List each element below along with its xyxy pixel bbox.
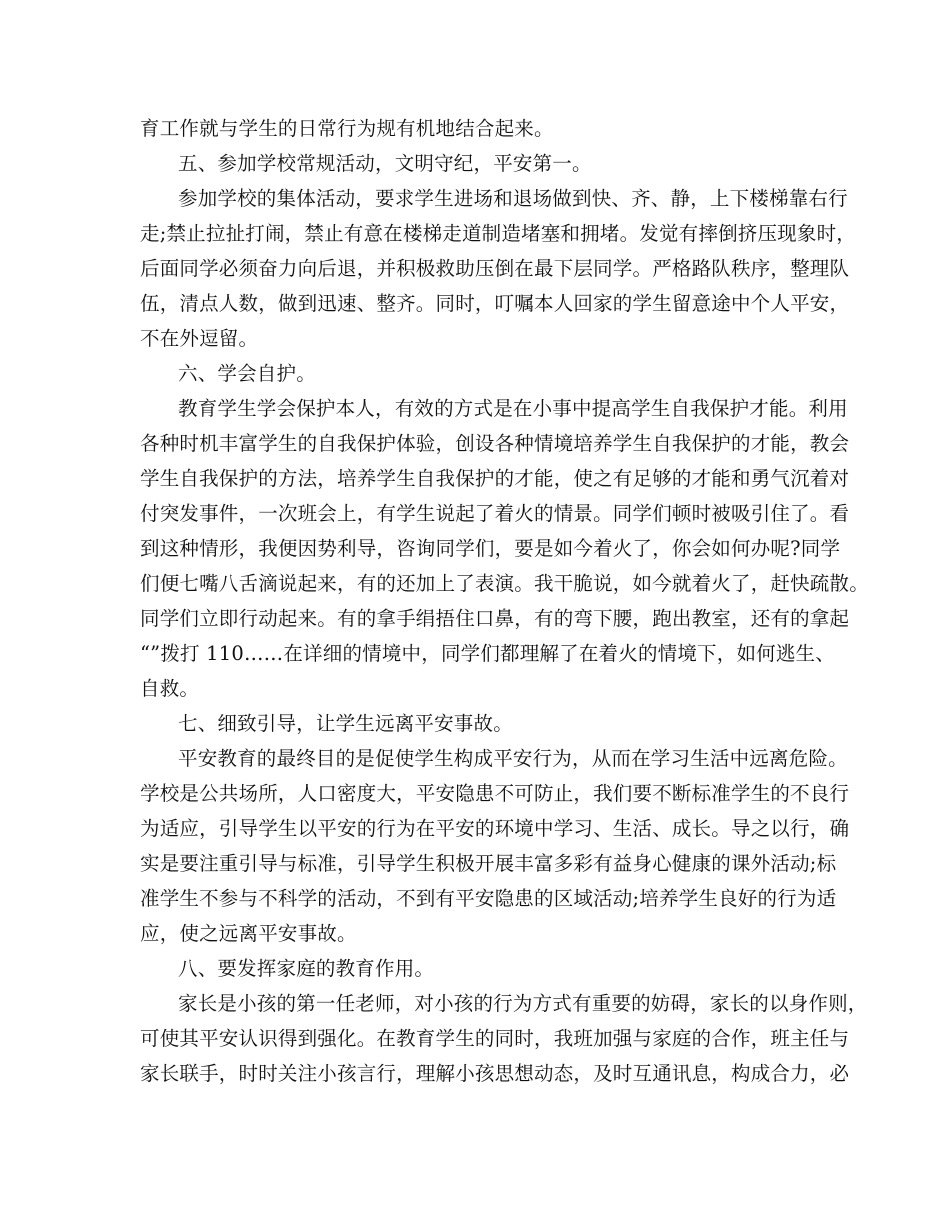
paragraph-line: 准学生不参与不科学的活动，不到有平安隐患的区域活动;培养学生良好的行为适 bbox=[140, 887, 837, 910]
paragraph-line: 家长是小孩的第一任老师，对小孩的行为方式有重要的妨碍，家长的以身作则， bbox=[178, 992, 868, 1015]
paragraph-line: 们便七嘴八舌滴说起来，有的还加上了表演。我干脆说，如今就着火了，赶快疏散。 bbox=[140, 572, 869, 595]
section-heading-6: 六、学会自护。 bbox=[178, 362, 316, 385]
paragraph-line: 学校是公共场所，人口密度大，平安隐患不可防止，我们要不断标准学生的不良行 bbox=[140, 782, 850, 805]
paragraph-line: 育工作就与学生的日常行为规有机地结合起来。 bbox=[140, 117, 554, 140]
paragraph-line: 走;禁止拉扯打闹，禁止有意在楼梯走道制造堵塞和拥堵。发觉有摔倒挤压现象时， bbox=[140, 222, 856, 245]
paragraph-line: 参加学校的集体活动，要求学生进场和退场做到快、齐、静，上下楼梯靠右行 bbox=[178, 187, 848, 210]
paragraph-line: 不在外逗留。 bbox=[140, 327, 259, 350]
paragraph-line: 家长联手，时时关注小孩言行，理解小孩思想动态，及时互通讯息，构成合力，必 bbox=[140, 1062, 850, 1085]
paragraph-line: 同学们立即行动起来。有的拿手绢捂住口鼻，有的弯下腰，跑出教室，还有的拿起 bbox=[140, 607, 850, 630]
paragraph-line: “”拨打 110……在详细的情境中，同学们都理解了在着火的情境下，如何逃生、 bbox=[140, 642, 835, 665]
paragraph-line: 自救。 bbox=[140, 677, 200, 700]
paragraph-line: 应，使之远离平安事故。 bbox=[140, 922, 357, 945]
section-heading-5: 五、参加学校常规活动，文明守纪，平安第一。 bbox=[178, 152, 592, 175]
paragraph-line: 学生自我保护的方法，培养学生自我保护的才能，使之有足够的才能和勇气沉着对 bbox=[140, 467, 850, 490]
section-heading-7: 七、细致引导，让学生远离平安事故。 bbox=[178, 712, 513, 735]
paragraph-line: 到这种情形，我便因势利导，咨询同学们，要是如今着火了，你会如何办呢?同学 bbox=[140, 537, 841, 560]
paragraph-line: 可使其平安认识得到强化。在教育学生的同时，我班加强与家庭的合作，班主任与 bbox=[140, 1027, 850, 1050]
paragraph-line: 平安教育的最终目的是促使学生构成平安行为，从而在学习生活中远离危险。 bbox=[178, 747, 848, 770]
paragraph-line: 实是要注重引导与标准，引导学生积极开展丰富多彩有益身心健康的课外活动;标 bbox=[140, 852, 837, 875]
paragraph-line: 付突发事件，一次班会上，有学生说起了着火的情景。同学们顿时被吸引住了。看 bbox=[140, 502, 850, 525]
paragraph-line: 后面同学必须奋力向后退，并积极救助压倒在最下层同学。严格路队秩序，整理队 bbox=[140, 257, 850, 280]
paragraph-line: 伍，清点人数，做到迅速、整齐。同时，叮嘱本人回家的学生留意途中个人平安， bbox=[140, 292, 850, 315]
section-heading-8: 八、要发挥家庭的教育作用。 bbox=[178, 957, 435, 980]
paragraph-line: 各种时机丰富学生的自我保护体验，创设各种情境培养学生自我保护的才能，教会 bbox=[140, 432, 850, 455]
paragraph-line: 教育学生学会保护本人，有效的方式是在小事中提高学生自我保护才能。利用 bbox=[178, 397, 848, 420]
paragraph-line: 为适应，引导学生以平安的行为在平安的环境中学习、生活、成长。导之以行，确 bbox=[140, 817, 850, 840]
